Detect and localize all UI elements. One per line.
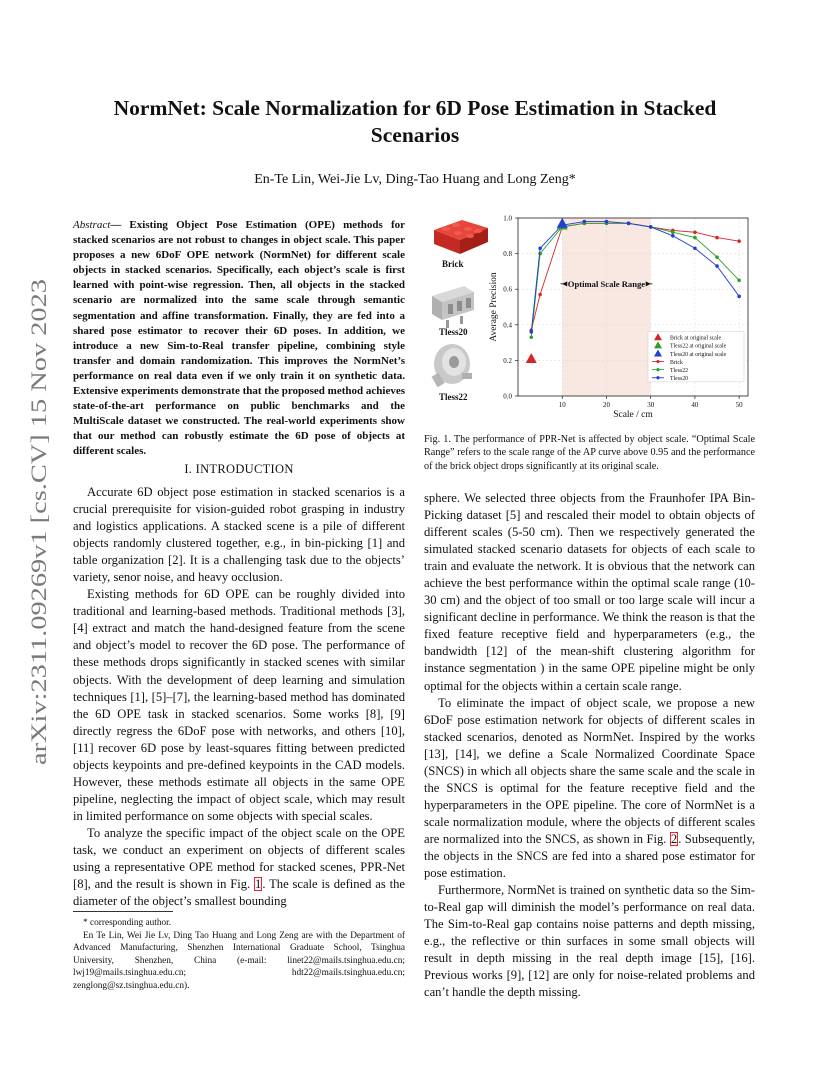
paragraph-text: . The scale is defined as the diameter of the object’s smallest bounding [73,877,405,909]
footnote-divider [73,911,173,912]
x-tick-label: 10 [558,401,566,409]
caption-text: Fig. 1. The performance of PPR-Net is affected by object scale. “Optimal Scale Range” refers to the scale range of the AP curve above 0.95 and the performance of the brick object drops significantly at its original scale. [424,434,755,472]
legend-label: Brick at original scale [670,335,722,342]
x-axis-label: Scale / cm [613,410,653,420]
tless20-data-point [627,222,631,226]
legend-label: Tless20 at original scale [670,351,727,358]
figure-reference-link[interactable]: 1 [255,877,262,892]
tless20-data-point [693,246,697,250]
tless20-data-point [737,295,741,299]
legend-swatch-dot [656,368,659,371]
tless20-data-point [715,264,719,268]
legend-swatch-dot [656,376,659,379]
brick-object-image [434,220,488,254]
column-right [424,490,755,1001]
tless20-data-point [529,330,533,334]
paragraph [424,695,755,883]
brick-data-point [737,239,741,243]
tless22-data-point [529,335,533,339]
figure-1-caption [424,433,755,473]
tless22-data-point [715,255,719,259]
footnote [73,917,405,992]
abstract [73,218,405,460]
paper-title: NormNet: Scale Normalization for 6D Pose Estimation in Stacked Scenarios [113,96,717,147]
object-label-tless20: Tless20 [439,327,468,337]
paragraph-text: To eliminate the impact of object scale, we propose a new 6DoF pose estimation network for objects of different scales in stacked scenarios, denoted as NormNet. Inspired by the works [13], [14], we define a Scale Normalized Coordinate Space (SNCS) in which all objects share the same scale and the scale in the SNCS is optimal for the feature receptive field and the hyperparameters in the OPE pipeline. The core of NormNet is a scale normalization module, where the objects of different scales are normalized into the SNCS, as shown in Fig. [424,695,755,846]
tless22-data-point [671,230,675,234]
footnote-corresponding: * corresponding author. [83,918,172,928]
paragraph: sphere. We selected three objects from the Fraunhofer IPA Bin-Picking dataset [5] and rescaled their model to obtain objects of different scales (5-50 cm). Then we respectively generated the simulated stacked scenario datasets for objects of each scale to train and evaluate the network. It is obvious that the network can achieve the best performance within the optimal scale range (10-30 cm) and the object of too small or too large scale will incur a significant decline in performance. We think the reason is that the fixed feature receptive field and hyperparameters (e.g., the bandwidth [12] of the mean-shift clustering algorithm for instance segmentation ) in the same OPE pipeline might be only optimal for the objects within a certain scale range. [424,491,755,693]
arxiv-id-text: arXiv:2311.09269v1 [cs.CV] 15 Nov 2023 [26,379,51,765]
x-tick-label: 30 [647,401,655,409]
paragraph: Accurate 6D object pose estimation in stacked scenarios is a crucial prerequisite for vision-guided robot grasping in industry and logistics applications. A stacked scene is a pile of different objects randomly clustered together, e.g., in bin-picking [1] and table organization [2]. It is a challenging task due to the objects’ variety, senor noise, and heavy occlusion. [73,485,405,585]
column-left [73,484,405,910]
legend-label: Tless22 at original scale [670,343,727,350]
tless22-data-point [693,236,697,240]
tless20-data-point [671,234,675,238]
paragraph [73,825,405,910]
legend-label: Brick [670,359,683,366]
paragraph: Existing methods for 6D OPE can be roughly divided into traditional and learning-based methods. Traditional methods [3], [4] extract and match the hand-designed feature from the scene and object’s model to recover the 6D pose. The performance of these methods drops significantly in stacked scenes with similar objects. With the development of deep learning and simulation techniques [1], [5]–[7], the learning-based method has dominated the 6D OPE task in stacked scenarios. Some works [8], [9] directly regress the 6DoF pose with networks, and others [10], [11] recover 6D pose by least-squares fitting between predicted objects keypoints and pre-defined keypoints in the CAD models. However, these methods estimate all objects in the same OPE pipeline, neglecting the impact of object scale, which may result in limited performance on some objects with special scales. [73,587,405,823]
y-tick-label: 0.0 [503,392,512,401]
brick-data-point [693,230,697,234]
brick-data-point [538,293,542,297]
figure-reference-link[interactable]: 2 [670,831,678,846]
legend-swatch-dot [656,360,659,363]
y-tick-label: 0.6 [503,285,512,294]
section-heading-introduction: I. INTRODUCTION [184,462,294,476]
author-list: En-Te Lin, Wei-Jie Lv, Ding-Tao Huang and Long Zeng* [254,172,576,187]
x-tick-label: 40 [691,401,699,409]
ap-vs-scale-chart [489,215,748,421]
x-tick-label: 20 [602,401,610,409]
tless20-object-image [432,286,474,328]
abstract-label: Abstract [73,219,111,231]
x-tick-label: 50 [735,401,743,409]
object-label-brick: Brick [442,259,464,269]
y-tick-label: 0.2 [503,356,512,365]
tless22-object-image [432,344,472,387]
y-axis-label: Average Precision [489,272,499,342]
legend-label: Tless20 [670,376,689,383]
tless20-data-point [649,225,653,229]
y-tick-label: 0.4 [503,321,512,330]
legend-label: Tless22 [670,367,689,374]
chart-legend [648,331,744,382]
paragraph-text: To analyze the specific impact of the object scale on the OPE task, we conduct an experiment on objects of different scales using a representative OPE method for stacked scenes, PPR-Net [8], and the result is shown in Fig. [73,825,405,892]
footnote-affiliation: En Te Lin, Wei Jie Lv, Ding Tao Huang and Long Zeng are with the Department of Advanced Manufacturing, Shenzhen International Graduate School, Tsinghua University, Shenzhen, China (e-mail: linet22@mails.tsinghua.edu.cn; lwj19@mails.tsinghua.edu.cn; hdt22@mails.tsinghua.edu.cn; zenglong@sz.tsinghua.edu.cn). [73,930,405,991]
tless22-data-point [737,279,741,283]
optimal-scale-range-annotation: Optimal Scale Range [567,278,646,289]
arxiv-identifier [20,270,54,770]
object-label-tless22: Tless22 [439,392,468,402]
y-tick-label: 1.0 [503,214,512,223]
brick-original-scale-marker [526,353,537,363]
abstract-text: — Existing Object Pose Estimation (OPE) methods for stacked scenarios are not robust to changes in object scale. This paper proposes a new 6DoF OPE network (NormNet) for different scale objects in stacked scenarios. Specifically, each object’s scale is first learned with point-wise regression. Then, all objects in the stacked scenario are normalized into the same scale through semantic segmentation and affine transformation. Finally, they are fed into a shared pose estimator to recover their 6D poses. In addition, we introduce a new Sim-to-Real transfer pipeline, combining style transfer and domain randomization. This improves the NormNet’s performance on real data even if we only train it on synthetic data. Extensive experiments demonstrate that the proposed method achieves state-of-the-art performance on public benchmarks and the MultiScale dataset we constructed. The real-world experiments show that our method can robustly estimate the 6D pose of objects at different scales. [73,219,405,458]
paragraph: Furthermore, NormNet is trained on synthetic data so the Sim-to-Real gap will diminish the model’s performance on real data. The Sim-to-Real gap contains noise patterns and depth missing, e.g., the reflective or thin surfaces in some small objects will result in depth missing in the real depth image [15], [16]. Previous works [9], [12] are only for noise-related problems and can’t handle the depth missing. [424,883,755,1000]
tless20-data-point [538,246,542,250]
y-tick-label: 0.8 [503,250,512,259]
tless20-data-point [583,220,587,224]
tless20-data-point [605,220,609,224]
figure-1 [424,208,755,430]
brick-data-point [715,236,719,240]
paragraph-text: . Subsequently, the objects in the SNCS are fed into a shared pose estimator for pose estimation. [424,831,755,881]
